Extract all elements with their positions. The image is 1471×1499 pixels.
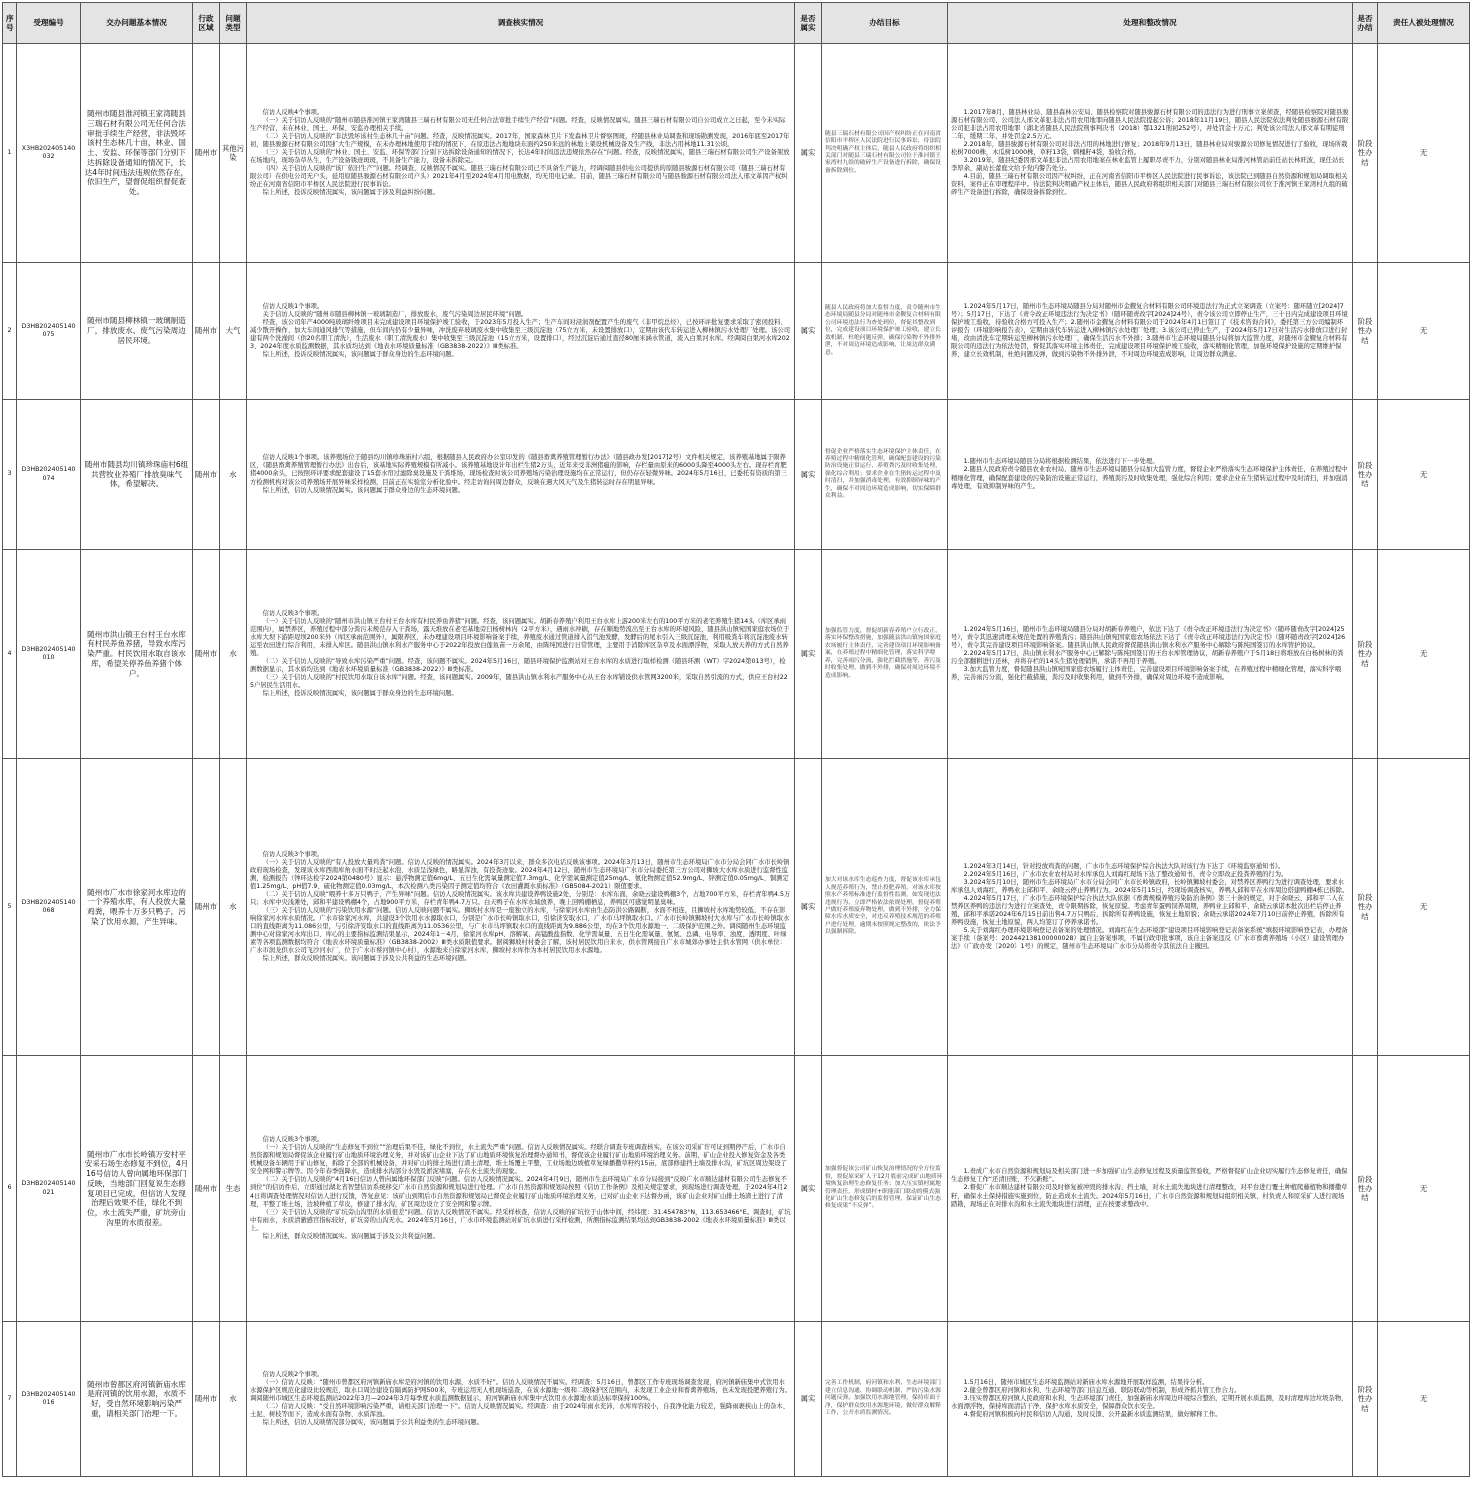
cell-investigation-paragraph: （二）信访人反映：“受自然环境影响污染严重，请相关部门治理一下”。信访人反映情况属实。经调查：由于2024年雨水充沛，水库库容较小，自我净化能力较差，强降雨裹挟山上的杂木、土泥、树枝等而下，造成水面有杂物、水质浑浊。 <box>250 1403 789 1419</box>
cell-verified: 属实 <box>795 1056 822 1322</box>
cell-verified: 属实 <box>795 400 822 550</box>
cell-treatment-paragraph: 2.2024年5月16日，广水市农业农村局对水库承包人刘海红现场下达了整改通知书，责令立即改正投粪养殖的行为。 <box>963 870 1288 878</box>
cell-investigation <box>247 400 795 550</box>
cell-investigation-paragraph: （一）关于信访人反映的“随州市随县淮河镇王家湾随县三瑞石材有限公司无任何合法审批手续生产经营”问题。经查，反映情况属实。随县三瑞石材有限公司自公司成立之日起，至今未实际生产经营，未在林业、国土、环保、安监办理相关手续。 <box>250 116 786 132</box>
cell-investigation-paragraph: 综上所述，投诉反映情况属实，该问题属于群众身边的生态环境问题。 <box>262 690 458 698</box>
cell-investigation-paragraph: 综上所述，群众反映情况属实。该问题属于涉及公共利益的生态环境问题。 <box>262 955 471 963</box>
cell-region: 随州市 <box>193 263 220 400</box>
cell-seq: 7 <box>3 1322 17 1477</box>
cell-issue: 随州市曾都区府河镇新庙水库是府河镇的饮用水源，水质不好，受自然环境影响污染严重，请相关部门治理一下。 <box>81 1322 193 1477</box>
cell-investigation-paragraph: （二）关于信访人反映的“4月16日信访人曾向属地环保部门反映”问题。信访人反映情况属实。2024年4月9日，随州市生态环境局广水市分局接到“反映广水市顺达建材有限公司生态修复不到位”的信访件后，立即通过湖北省智慧信访系统移交广水市自然资源和规划局进行处理。广水市自然资源和规划局按照《信访工作条例》及相关规定要求，到现场进行调查处理，于2024年4月24日将调查处理情况对信访人进行反馈，答复意见：该矿山到期后市自然资源和规划局已督促企业履行矿山地质环境治理义务，已对矿山企业下达督办函，该矿山企业对矿山排土场渣土进行了清理，平整了堆土场，边坡种植了草皮，修建了排水沟，矿区周边设立了安全网和警示牌。 <box>250 1176 788 1208</box>
cell-issue: 随州市随县均川镇珍珠庙村6组共营牧业养殖厂排放臭味气体，希望解决。 <box>81 400 193 550</box>
cell-issue: 随州市随县淮河镇王家湾随县三瑞石材有限公司无任何合法审批手续生产经营，非法毁坏该村生态林几十亩，林业、国土、安监、环保等部门分别下达拆除设备通知的情况下，长达4年时间违法违规依然存在，依旧生产，望督促组织督促查处。 <box>81 44 193 263</box>
cell-objective: 加强监管力度，督促胡新春养殖户立行改正，落实环保整改措施，加强随县洪山镇宛国家庭农场履行主体责任，完善建设项目环境影响备案，在养殖过程中精细化管理，落实科学喂养，完善雨污分流，强化拦截措施等，善污及时收集处理，做到不外排，确保对周边环境不造成影响。 <box>822 550 948 759</box>
cell-type: 大气 <box>220 263 247 400</box>
cell-accountability: 无 <box>1378 1322 1470 1477</box>
cell-type: 水 <box>220 759 247 1056</box>
table-row <box>3 44 1470 263</box>
cell-id: D3HB202405140016 <box>17 1322 81 1477</box>
cell-investigation-paragraph: 关于信访人反映的“随州市随县柳林镇一玻璃制造厂，排放废水，废气污染周边居民环境”问题。 <box>262 310 528 318</box>
cell-treatment-paragraph: 2.2018年，随县骏源石材有限公司对非法占用的林地进行修复；2018年9月13日，随县林业局对骏源公司修复情况进行了验收，现场所栽松树7000株，木瓜树1000株，草籽13袋，刺槐籽4袋，验收合格。 <box>951 140 1348 156</box>
cell-region: 随州市 <box>193 44 220 263</box>
cell-treatment-paragraph: 1.2017年8月，随县林业局、随县森林公安局、随县检察院对随县骏源石材有限公司的违法行为进行刑事立案侦查，经随县检察院对随县骏源石材有限公司、公司法人邢文革犯非法占用农用地罪向随县人民法院提起公诉；2018年11月19日，随县人民法院依法判处随县骏源石材有限公司犯非法占用农用地罪（湖北省随县人民法院刑事判决书（2018）鄂1321刑初252号），并处罚金十万元；判处该公司法人邢文革有期徒刑二年，缓期二年，并处罚金2.5万元。 <box>951 108 1349 140</box>
cell-investigation-paragraph: （一）信访人反映：“随州市曾都区府河镇新庙水库是府河镇的饮用水源，水质不好”。信访人反映情况不属实。经调查：5月16日，曾都区工作专班现场调查发现，府河镇新庙集中式饮用水水源保护区规范化建设比较规范，取水口周边建设有隔离防护网500米，专班运用无人机现场巡查，在该水源地一级和二级保护区范围内，未发现工业企业和畜禽养殖场，也未发现投肥养殖行为。调阅随州市城区生态环境监测站2022年3月—2024年3月每季度水质监测数据显示，府河镇新庙水库集中式饮用水水源地水质达标率保持100%。 <box>250 1378 791 1402</box>
cell-treatment-paragraph: 3.压实曾都区府河镇人民政府和水利、生态环境部门责任，加强新庙水库周边环境综合整治，定期开展水质监测，及时清理库边垃圾杂物，水面漂浮物，保持库面清洁干净，保护水库水质安全，保障群众饮水安全。 <box>951 1394 1348 1411</box>
cell-investigation-paragraph: （二）关于信访人反映“喂养十多万只鸭子，产生异味”问题。信访人反映情况属实。该水库共建设养鸭设施2处，分别是：水库东面，余晓云建设鸭棚3个，占地700平方米，存栏青年鸭4.5万只；水库中央浅滩处，邱和平建设鸭棚4个，占地900平方米，存栏青年鸭4.7万只。白天鸭子在水库水域放养，晚上回鸭棚栖息，养鸭区可感觉明显臭味。 <box>250 890 791 906</box>
cell-investigation <box>247 44 795 263</box>
cell-treatment-paragraph: 1.2024年5月16日，随州市生态环境局随县分局对胡新春养殖户，依法下达了《责令改正环境违法行为决定书》（随环随责改字[2024]25号），责令其迅速清理未规范处置的养殖粪污；随县洪山镇宛国家庭农场依法下达了《责令改正环境违法行为决定书》（随环随责改字[2024]26号），责令其完善建设项目环境影响备案。随县洪山镇人民政府督促随县洪山镇水利水产服务中心解除与陈纯国签订的水库管护协议。 <box>951 625 1346 649</box>
cell-investigation <box>247 759 795 1056</box>
header-id: 受理编号 <box>17 3 81 44</box>
cell-treatment <box>948 550 1353 759</box>
table-row <box>3 400 1470 550</box>
cell-accountability: 无 <box>1378 759 1470 1056</box>
cell-accountability: 无 <box>1378 263 1470 400</box>
cell-id: X3HB202405140032 <box>17 44 81 263</box>
cell-objective: 完善工作机制，府河镇和水利、生态环境部门建立信息沟通、协调联动机制，严防污染水源问题反弹。加强饮用水源地管理，保持库面干净，保护群众饮用水源地环境，做好群众解释工作，公开水质监测情况。 <box>822 1322 948 1477</box>
cell-region: 随州市 <box>193 550 220 759</box>
cell-treatment <box>948 1322 1353 1477</box>
cell-investigation-paragraph: 经查，该公司年产4000吨玻璃纤维项目未完成建设项目环境保护竣工验收，于2023年5月投入生产；生产车间对浸润剂配置产生的废气（非甲烷总烃），已按环评批复要求采取了密闭投料、减少散开操作、加大车间通风排气等措施，但车间内仍有少量异味，冲洗废弃玻璃废水集中收集至三级沉淀池（75立方米，未设置排放口），定期由该代车转运进入柳林镇污水处理厂处理。该公司建有两个洗澡间（供20名职工清洗），生活废水（职工清洗废水）集中收集至三级沉淀池（15立方米，设置排口），经过沉淀后通过直径80厘米涵水管道，流入白果河水库。经调阅白果河水库2023、2024年度水质监测数据，其水质均达到《地表水环境质量标准（GB3838-2022）》Ⅲ类标准。 <box>250 318 791 351</box>
cell-investigation-paragraph: （三）关于信访人反映的“林业、国土、安监、环保等部门分别下达拆除设备通知的情况下，长达4年时间违法违规依然存在”问题。经查，反映情况属实，随县三瑞石材有限公司生产设备架放在场地内，现场杂草丛生，生产设备锈迹斑斑，不具备生产能力，设备未拆除完。 <box>250 148 790 165</box>
cell-treatment-paragraph: 5.关于刘海红办理环境影响登记表备案的处理情况。刘海红在生态环境部“建设项目环境影响登记表备案系统”填报环境影响登记表，办理备案手续（备案号：202442138100000028）属自主备案事项，不属行政审批事项，该自主备案违反《广水市畜禽养殖场（小区）建设管理办法》（广政办发〔2020〕1号）的规定，随州市生态环境局广水市分局将责令其依法自主撤回。 <box>951 927 1348 951</box>
cell-issue: 随州市广水市长岭镇万安村平安采石场生态修复不到位，4月16号信访人曾向属地环保部门反映，当地部门回复说生态修复项目已完成，但信访人发现治理后效果不佳，绿化不到位，水土流失严重，矿坑旁山沟里的水质很差。 <box>81 1056 193 1322</box>
cell-accountability: 无 <box>1378 400 1470 550</box>
cell-treatment-paragraph: 4.目前，随县三瑞石材有限公司因产权纠纷，正在河南省信阳市平桥区人民法院进行民事诉讼，该法院已到随县自然资源和规划局调取相关资料，案件正在审理程序中。待法院判决明确产权主体后，随县人民政府将组织相关部门对随县三瑞石材有限公司位于淮河镇王家湾村九组的破碎生产设备进行拆除，确保设备拆除到位。 <box>951 173 1348 197</box>
cell-investigation-paragraph: （二）关于信访人反映的“非法毁坏该村生态林几十亩”问题。经查，反映情况属实。2017年，国家森林卫片下发森林卫片督察图斑，经随县林业局调查和现场勘测发现，2016年底至2017年初，随县骏源石材有限公司因扩大生产规模，在未办理林地使用手续的情况下，在原违法占地地块东面约250米远的林地上架设机械设备及生产线，非法占用林地11.31公顷。 <box>250 132 790 148</box>
cell-treatment-paragraph: 1.责成广水市自然资源和规划局及相关部门进一步加强矿山生态修复过程及质量监管验收，严格督促矿山企业切实履行生态修复责任，确保生态修复工作“还清旧账、不欠新账”。 <box>951 1168 1348 1184</box>
cell-investigation-paragraph: 信访人反映3个事项。 <box>262 850 324 858</box>
cell-objective: 加大对该水库生态巡查力度，督促该水库承包人规范养殖行为，禁止投肥养殖，对该水库按照水产养殖标准进行监督性监测，如发现违法违规行为，立即严格依法依规处理，督促养殖户做好养殖废弃物处理，做到不外排，全力保障水库水质安全，对违反养殖技术规范的养殖户进行处理，逾期未按照规定整改的，依法予以强制拆除。 <box>822 759 948 1056</box>
cell-completed: 阶段性办结 <box>1353 1056 1378 1322</box>
table-row <box>3 263 1470 400</box>
cell-issue: 随州市广水市徐家河水库边的一个养殖水库，有人投放大量鸡粪，喂养十万多只鸭子，污染了饮用水源，产生异味。 <box>81 759 193 1056</box>
cell-objective: 随县三瑞石材有限公司因产权纠纷正在河南省信阳市平桥区人民法院进行民事诉讼，待法院判决明确产权主体后，随县人民政府将组织相关部门对随县三瑞石材有限公司位于淮河镇王家湾村九组的破碎生产设备进行拆除，确保设备拆除到位。 <box>822 44 948 263</box>
cell-treatment <box>948 44 1353 263</box>
cell-investigation-paragraph: （四）关于信访人反映的“该厂依旧生产”问题。经调查，反映情况不属实。随县三瑞石材有限公司已不具备生产能力，经调阅随县供电公司提供的原随县骏源石材有限公司（随县三瑞石材有限公司）在供电公司无户头，延用原随县骏源石材有限公司户头）2021年4月至2024年4月用电数据，均无用电记录。目前，随县三瑞石材有限公司与随县骏源石材有限公司法人邢文革因产权纠纷正在河南省信阳市平桥区人民法院进行民事诉讼。 <box>250 165 788 189</box>
cell-seq: 1 <box>3 44 17 263</box>
cell-type: 水 <box>220 550 247 759</box>
header-row <box>3 3 1470 44</box>
cell-completed: 阶段性办结 <box>1353 44 1378 263</box>
cell-treatment <box>948 400 1353 550</box>
cell-objective: 随县人民政府将加大监督力度，责令随州市生态环境局随县分局对随州市金觐复合材料有限公司环境违法行为查处到位，督促其整改到位，完成建设项目环境保护竣工验收，建立长效机制，杜绝问题反弹，确保污染物不外排外泄，不对周边环境造成影响，让周边群众满意。 <box>822 263 948 400</box>
cell-region: 随州市 <box>193 400 220 550</box>
table-row <box>3 1322 1470 1477</box>
cell-investigation-paragraph: （一）关于信访人反映的“有人投放大量鸡粪”问题。信访人反映的情况属实。2024年3月以来，群众多次电话反映该事项。2024年3月13日，随州市生态环境局广水市分局会同广水市长岭镇政府现场检查，发现该水库西南库角水面不时泛起水泡，水质呈浅绿色，略显浑浊，有投粪迹象。2024年4月12日，随州市生态环境局广水市分局委托第三方公司对狮坡大水库水质进行监督性监测，检测报告（钟环达检字2024第0480号）显示：悬浮物测定值6mg/L、五日生化需氧量测定值7.3mg/L、化学需氧量测定值25mg/L、氨化物测定值52.9mg/L、锌测定值0.05mg/L、铜测定值1.25mg/L、pH值7.9、硫化物测定值0.03mg/L，本次检测八类污染因子测定值均符合《农田灌溉水质标准》（GB5084-2021）限值要求。 <box>250 858 790 890</box>
cell-investigation-paragraph: 信访人反映2个事项。 <box>262 1370 324 1378</box>
cell-type: 水 <box>220 400 247 550</box>
cell-treatment-paragraph: 1.5月16日，随州市城区生态环境监测站对新庙水库水源地开展取样监测，结果待分析。 <box>963 1378 1209 1386</box>
header-treatment: 处理和整改情况 <box>948 3 1353 44</box>
cell-treatment <box>948 263 1353 400</box>
cell-investigation <box>247 550 795 759</box>
cell-verified: 属实 <box>795 759 822 1056</box>
cell-investigation-paragraph: 信访人反映4个事项。 <box>262 108 324 116</box>
cell-objective: 加强督促该公司矿山恢复治理情况的全方位监督，督促原采矿人于12月底前完成矿山地质环境恢复治理生态修复任务；加大压实镇村属地管理责任，形成镇村+职能部门联动的模式强化矿山生态修复后的监督管理，保证矿山生态修复成果“不反弹”。 <box>822 1056 948 1322</box>
cell-region: 随州市 <box>193 1322 220 1477</box>
cell-id: D3HB202405140074 <box>17 400 81 550</box>
header-region: 行政区域 <box>193 3 220 44</box>
cell-treatment-paragraph: 2.督促广水市顺达建材有限公司及时修复被冲毁的排水沟、挡土墙，对水土流失地块进行清理整改，对平台进行覆土种植爬藤植物和播撒草籽，确保水土保持措施实施到位，防止造成水土流失。2024年5月16日，广水市自然资源和规划局组织相关镇、村负责人和原采矿人进行现场踏勘，现场正在对排水沟和水土流失地块进行清理，正在按要求整改中。 <box>951 1184 1348 1208</box>
cell-treatment-paragraph: 2.健全曾都区府河镇和水利、生态环境等部门信息互通、联防联动等机制，形成齐抓共管工作合力。 <box>963 1386 1241 1394</box>
header-issue: 交办问题基本情况 <box>81 3 193 44</box>
cell-investigation-paragraph: 综上所述，投诉反映情况属实，该问题属于涉及利益纠纷问题。 <box>262 189 439 197</box>
cell-treatment-paragraph: 3.2024年5月10日，随州市生态环境局广水市分局会同广水市长岭镇政府，长岭镇狮坡村委会，对禁养区养鸭行为进行调查处理，要求水库承包人刘海红，养鸭业主邱和平、余晓云停止养鸭行为。2024年5月15日，经现场调查核实，养鸭人邱和平在水库周边搭建鸭棚4栋已拆除。 <box>951 878 1349 894</box>
header-accountability: 责任人被处理情况 <box>1378 3 1470 44</box>
cell-verified: 属实 <box>795 44 822 263</box>
cell-accountability: 无 <box>1378 44 1470 263</box>
cell-investigation-paragraph: 综上所述，信访人反映情况部分属实，该问题属于公共利益类的生态环境问题。 <box>262 1419 483 1427</box>
cell-region: 随州市 <box>193 759 220 1056</box>
cell-investigation-paragraph: （一）关于信访人反映的“随州市洪山镇王台村王台水库有村民养鱼养猪”问题。经查，该问题属实。胡新春养殖户利用王台水库上游200米左右的100平方米的老宅养殖生猪14头（库区承雨范围内），属禁养区，养殖过程中部分粪污未规范存入干粪场，露天堆放在老宅基地旁臼杨树林内（2平方米），遇雨水冲刷，存在顺地势流出至王台水库的环境风险，随县洪山镇宛国家庭农场位于水库大坝下游距堤坝200米外（库区承雨范围外），属限养区，未办理建设项目环境影响备案手续，养殖废水通过管道排入沼气池发酵，发酵后的尾水引入三级沉淀池，利用吸粪车将沉淀池废水转运至农田进行综合利用，未排入库区。随县洪山镇水利水产服务中心于2022年投放白莲鱼苗一万余尾，由陈纯国进行日常管理，主要用于消除库区杂草及水面漂浮物，采取人放天养的方式自然养殖。 <box>250 617 790 657</box>
cell-verified: 属实 <box>795 263 822 400</box>
cell-investigation-paragraph: （三）关于信访人反映的“村民饮用水取自该水库”问题。经查，该问题属实。2009年，随县洪山镇水利水产服务中心从王台水库铺设供水管网3200米，采取自然引流的方式，供应王台村225户居民生活用水。 <box>250 674 788 690</box>
cell-investigation-paragraph: 信访人反映1个事项。该养殖场位于随县均川镇珍珠庙村六组，根据随县人民政府办公室印发的《随县畜禽养殖管理暂行办法》（随县政办发[2017]2号）文件相关规定，该养殖基地属于限养区，《随县畜禽养殖管理暂行办法》出台后，该基地实际养殖规模有所减小。该养殖基地设计年出栏生猪2万头，近年来受非洲猪瘟的影响，存栏量由原来的6000头降至4000头左右。现存栏育肥猪4000余头，已按照环评要求配套建设了15套水帘过滤除臭设施及干粪堆场，现场检查时该公司养殖场污染治理设施均在正常运行，但仍存在轻微异味。2024年5月16日，已委托有资质的第三方检测机构对该公司养殖场开展异味采样检测，目前正在实验室分析化验中。经走访询问周边群众，反映在遇大风天气及生猪转运时存在明显异味。 <box>250 454 787 486</box>
cell-id: D3HB202405140068 <box>17 759 81 1056</box>
cell-seq: 2 <box>3 263 17 400</box>
cell-investigation-paragraph: 综上所述，信访人反映情况属实。该问题属于群众身边的生态环境问题。 <box>262 486 465 494</box>
cell-region: 随州市 <box>193 1056 220 1322</box>
cell-seq: 4 <box>3 550 17 759</box>
cell-treatment-paragraph: 1.2024年3月14日，针对投放鸡粪的问题，广水市生态环境保护综合执法大队对该行为下达了《环境监察通知书》。 <box>963 862 1285 870</box>
cell-objective: 督促企业严格落实生态环境保护主体责任，在养殖过程中精细化管理，确保配套建设的污染防治设施正常运行，养殖粪污及时收集处理，强化综合利用；要求企业在生猪转运过程中及时清扫，并加强消毒处理，有效抑制异味的产生，确保不对周边环境造成影响，切实保障群众利益。 <box>822 400 948 550</box>
cell-treatment-paragraph: 3.加大监管力度，督促随县洪山镇宛国家庭农场履行主体责任，完善建设项目环境影响备案手续，在养殖过程中精细化管理，落实科学喂养，完善雨污分流，强化拦截措施，粪污及时收集利用，做到不外排，确保对周边环境不造成影响。 <box>951 666 1342 682</box>
header-verified: 是否属实 <box>795 3 822 44</box>
header-completed: 是否办结 <box>1353 3 1378 44</box>
header-type: 问题类型 <box>220 3 247 44</box>
cell-investigation-paragraph: （二）关于信访人反映的“导致水库污染严重”问题。经查，该问题不属实。2024年5月16日，随县环境保护监测站对王台水库的水质进行取样检测（随县环测（WT）字2024第013号），检测数据显示，其水质均达到《地表水环境质量标准（GB3838-2022）》Ⅲ类标准。 <box>250 658 786 674</box>
header-objective: 办结目标 <box>822 3 948 44</box>
header-investigation: 调查核实情况 <box>247 3 795 44</box>
cell-treatment-paragraph: 4.2024年5月17日，广水市生态环境保护综合执法大队依据《畜禽规模养殖污染防治条例》第三十条的规定，对于余晓云、邱和平二人在禁养区养鸭的违法行为进行立案查处，责令限期拆除，恢复原貌。考虑青年蛋鸭饲养周期，养鸭业主邱和平、余晓云承诺本批次出栏后停止养殖，邱和平承诺2024年6月15日前出售4.7万只鸭后，拆除所有养鸭设施，恢复土地原貌；余晓云承诺2024年7月10日前停止养殖，拆除所有养鸭设施，恢复土地原貌，两人均签订了停养承诺书。 <box>951 894 1345 927</box>
cell-completed: 阶段性办结 <box>1353 550 1378 759</box>
cell-investigation-paragraph: （三）关于信访人反映的“污染饮用水源”问题。信访人反映问题不属实。狮坡村水库是一座独立的水库，与徐家河水库由生态防洪公路隔断，水面不相连，且狮坡村水库地势较低，不存在影响徐家河水库水质情况。广水市徐家河水库，共建设3个饮用水水源取水口，分别是广水市长岭镇取水口，引徐济安取水口，广水市马坪镇取水口。广水市长岭镇狮坡村大水库与广水市长岭镇取水口的直线距离为11.086公里，与引徐济安取水口的直线距离为11.0536公里，与广水市马坪镇取水口的直线距离为9.886公里，均在3个饮用水源地一、二级保护范围之外。调阅随州生态环境监测中心对徐家河水库出口、库心的主要指标监测结果显示，2024年1－4月，徐家河水库pH、溶解氧、高锰酸盐指数、化学需氧量、五日生化需氧量、氨氮、总磷、电导率、浊度、透明度、叶绿素等各项监测数据均符合《地表水环境质量标准》（GB3838-2002）Ⅲ类水质限值要求。据阅狮坡村村委会了解，该村居民饮用自来水，供水管网接自广水市城郊办事处主供水管网（供水单位：广水市润龙供水公司飞沙河水厂，位于广水市蔡河镇中心村），水源地来自徐家河水库，狮坡村水库作为本村居民饮用水水源地。 <box>250 907 790 955</box>
cell-treatment <box>948 759 1353 1056</box>
cell-type: 水 <box>220 1322 247 1477</box>
cell-investigation <box>247 263 795 400</box>
cell-treatment-paragraph: 2.2024年5月17日，洪山镇水利水产服务中心已解除与陈纯国签订的王台水库管理协议，胡新春养殖户于5月18日将堆放在白杨树林的粪污全部翻耕进行还林，并将存栏的14头生猪处理销售，承诺不再用于养殖。 <box>951 649 1344 666</box>
cell-completed: 阶段性办结 <box>1353 400 1378 550</box>
cell-treatment-paragraph: 1.随州市生态环境局随县分局将根据检测结果，依法进行下一步处理。 <box>963 458 1159 466</box>
cell-verified: 属实 <box>795 550 822 759</box>
cell-investigation-paragraph: （三）关于信访人反映的“矿坑旁山沟里的水质很差”问题。信访人反映情况不属实。经采样核查，信访人反映的矿坑位于山体中间，经纬度：31.454783°N，113.653466°E。调查时，矿坑中有雨水，水质清澈感官指标较好，矿坑旁的山沟无水。2024年5月16日，广水市环境监测站对矿坑水质进行采样检测，所测指标监测结果均达到GB3838-2002《地表水环境质量标准》Ⅲ类以上。 <box>250 1208 791 1232</box>
cell-seq: 6 <box>3 1056 17 1322</box>
cell-treatment-paragraph: 1.2024年5月17日，随州市生态环境局随县分局对随州市金觐复合材料有限公司环境违法行为正式立案调查（立案号：随环随立[2024]7号）；5月17日，下达了《责令改正环境违法行为决定书》（随环随责改字[2024]24号），责令该公司立即停止生产，三十日内完成建设项目环境保护竣工验收，待验收合格方可投入生产；2.随州市金觐复合材料有限公司于2024年4月1日签订了《技术咨询合同》，委托第三方公司编制环评报告（环境影响报告表），定期由该代车转运进入柳林镇污水处理厂处理；3.该公司已停止生产，于2024年5月17日对生活污水排放口进行封堵，改由清洗车定期转运至柳林镇污水处理厂，确保生活污水不外排；3.随州市生态环境局随县分局将加大监管力度，对随州市金觐复合材料有限公司的违法行为依法处罚，督促其落实环境主体责任，完成建设项目环境保护竣工验收，落实精细化管理，加强环境保护设施的定期维护保养，建立长效机制，杜绝问题反弹，做到污染物不外排外泄，不对周边环境造成影响，让周边群众满意。 <box>951 302 1348 359</box>
cell-investigation <box>247 1322 795 1477</box>
cell-accountability: 无 <box>1378 1056 1470 1322</box>
case-table <box>2 2 1470 1477</box>
cell-id: D3HB202405140021 <box>17 1056 81 1322</box>
cell-seq: 3 <box>3 400 17 550</box>
cell-type: 生态 <box>220 1056 247 1322</box>
cell-investigation <box>247 1056 795 1322</box>
cell-investigation-paragraph: 信访人反映1个事项。 <box>262 302 324 310</box>
cell-issue: 随州市随县柳林镇一玻璃制造厂，排放废水、废气污染周边居民环境。 <box>81 263 193 400</box>
cell-accountability: 无 <box>1378 550 1470 759</box>
header-seq: 序号 <box>3 3 17 44</box>
table-row <box>3 550 1470 759</box>
cell-seq: 5 <box>3 759 17 1056</box>
cell-investigation-paragraph: （一）关于信访人反映的“生态修复不到位”“治理后果不佳，绿化不到位，水土流失严重”问题。信访人反映情况属实。经联合调查专班调查核实，在该公司采矿许可证到期停产后，广水市自然资源和规划局督促该企业履行矿山地质环境治理义务，并对该矿山企业下达了矿山地质环境恢复治理督办通知书，督促该企业履行矿山地质环境治理义务。前期，矿山企业投入修复资金及各类机械设备车辆用于矿山修复，拆除了全部的机械设备，并对矿山的排土场进行渣土清理，堆土场覆土平整，工业场地边坡植草复绿播撒草籽约15亩，底部修建挡土墙及排水沟，矿坑区周边架设了安全网和警示牌等。因今年春季强降水，造成排水沟部分水毁及淤泥堵塞，存在水土流失的现象。 <box>250 1144 787 1176</box>
cell-investigation-paragraph: 综上所述，投诉反映情况属实，该问题属于群众身边的生态环境问题。 <box>262 351 458 359</box>
table-row <box>3 759 1470 1056</box>
cell-treatment <box>948 1056 1353 1322</box>
table-row <box>3 1056 1470 1322</box>
cell-investigation-paragraph: 综上所述，群众反映情况属实。该问题属于涉及公共利益问题。 <box>262 1232 439 1240</box>
cell-type: 其他污染 <box>220 44 247 263</box>
cell-investigation-paragraph: 信访人反映3个事项。 <box>262 1136 324 1144</box>
cell-completed: 阶段性办结 <box>1353 759 1378 1056</box>
cell-issue: 随州市洪山镇王台村王台水库有村民养鱼养猪，导致水库污染严重。村民饮用水取自该水库，希望关停养鱼养猪个体户。 <box>81 550 193 759</box>
cell-completed: 阶段性办结 <box>1353 1322 1378 1477</box>
cell-id: D3HB202405140075 <box>17 263 81 400</box>
cell-verified: 属实 <box>795 1322 822 1477</box>
cell-investigation-paragraph: 信访人反映3个事项。 <box>262 609 324 617</box>
cell-treatment-paragraph: 4.督促府河镇积极向村民和信访人沟通，及时反馈、公开最新水质监测结果，做好解释工作。 <box>963 1411 1222 1419</box>
cell-completed: 阶段性办结 <box>1353 263 1378 400</box>
cell-treatment-paragraph: 3.2019年，随县纪委因邢文革犯非法占用农用地案在林业监管上履职尽责不力，分别对随县林业局淮河林管站前任站长林旺波，现任站长李厚余，副站长蕾庭文给予党内警告处分。 <box>951 157 1345 173</box>
cell-id: D3HB202405140010 <box>17 550 81 759</box>
cell-treatment-paragraph: 2.随县人民政府责令随县农业农村局、随州市生态环境局随县分局加大监管力度，督促企业严格落实生态环境保护主体责任，在养殖过程中精细化管理，确保配套建设的污染防治设施正常运行，养殖粪污及时收集处理，强化综合利用；要求企业在生猪转运过程中及时清扫，并加强消毒处理，有效抑制异味的产生。 <box>951 466 1348 490</box>
